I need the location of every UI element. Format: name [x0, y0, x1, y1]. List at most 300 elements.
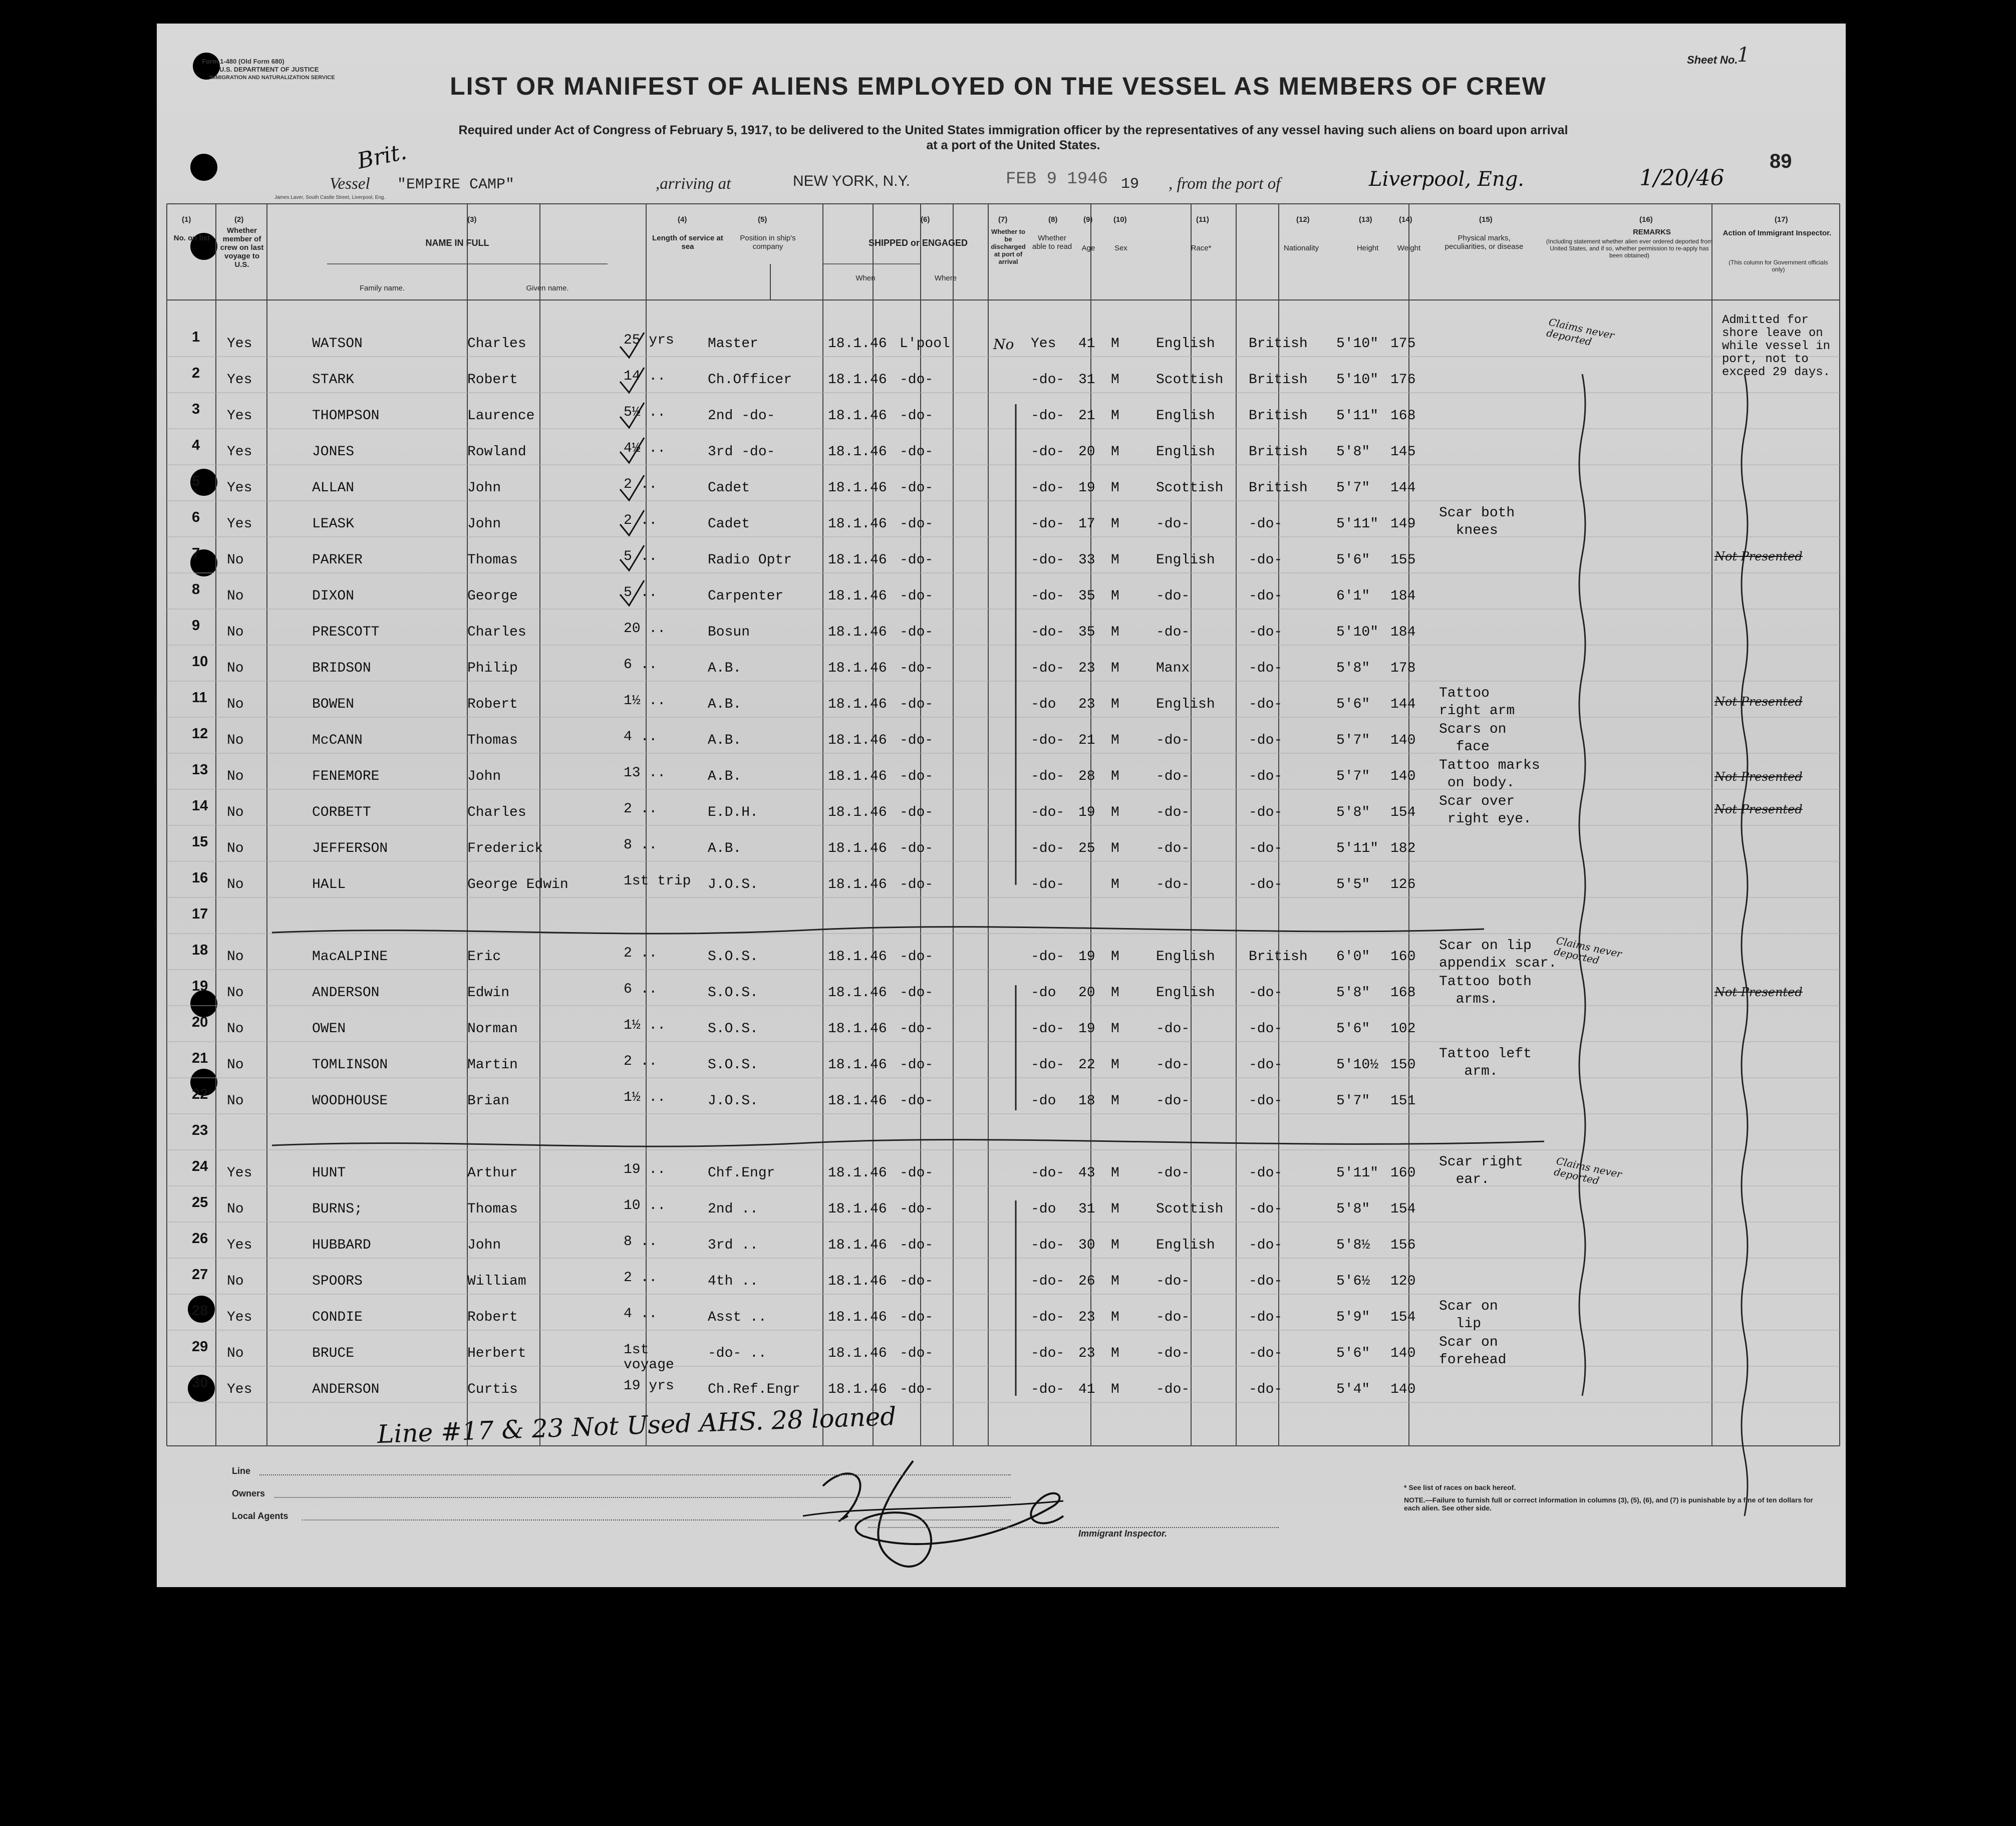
position-cell: S.O.S.: [708, 1057, 758, 1073]
able-to-read-cell: -do-: [1031, 841, 1065, 856]
given-name-cell: John: [467, 769, 501, 784]
sex-cell: M: [1111, 985, 1119, 1001]
able-to-read-cell: -do-: [1031, 516, 1065, 532]
sex-cell: M: [1111, 1346, 1119, 1361]
height-cell: 6'0": [1336, 949, 1370, 965]
footer-owners-label: Owners: [232, 1488, 265, 1498]
table-row: [157, 545, 1846, 580]
col-num: (9): [1083, 215, 1093, 224]
given-name-cell: Charles: [467, 336, 526, 352]
age-cell: 41: [1078, 336, 1095, 352]
given-name-cell: Laurence: [467, 408, 535, 424]
col-7-header: Whether to be discharged at port of arrival: [991, 228, 1026, 265]
line-number-cell: 4: [192, 437, 200, 453]
shipped-where-cell: -do-: [900, 1201, 934, 1217]
shipped-where-cell: -do-: [900, 480, 934, 496]
given-name-cell: Herbert: [467, 1346, 526, 1361]
arriving-label: ,arriving at: [656, 175, 731, 193]
line-number-cell: 24: [192, 1158, 208, 1174]
service-length-cell: 4 ..: [624, 1306, 658, 1322]
height-cell: 5'8": [1336, 661, 1370, 676]
age-cell: 33: [1078, 552, 1095, 568]
family-name-cell: PARKER: [312, 552, 363, 568]
weight-cell: 178: [1390, 661, 1416, 676]
race-cell: -do-: [1156, 1165, 1190, 1181]
struck-entry: Not Presented: [1714, 770, 1803, 784]
service-length-cell: 10 ..: [624, 1198, 666, 1213]
shipped-where-cell: L'pool: [900, 336, 950, 352]
family-name-cell: MacALPINE: [312, 949, 388, 965]
weight-cell: 184: [1390, 588, 1416, 604]
height-cell: 5'8": [1336, 985, 1370, 1001]
line-number-cell: 6: [192, 509, 200, 525]
shipped-where-cell: -do-: [900, 877, 934, 892]
position-cell: Chf.Engr: [708, 1165, 775, 1181]
race-cell: Scottish: [1156, 1201, 1224, 1217]
vessel-label: Vessel: [330, 175, 370, 193]
weight-cell: 155: [1390, 552, 1416, 568]
family-name-cell: HUNT: [312, 1165, 346, 1181]
nationality-cell: British: [1249, 949, 1308, 965]
col-5-header: Position in ship's company: [740, 234, 796, 251]
line-number-cell: 30: [192, 1375, 208, 1391]
weight-cell: 175: [1390, 336, 1416, 352]
given-name-cell: Rowland: [467, 444, 526, 460]
family-name-cell: PRESCOTT: [312, 625, 380, 640]
line-number-cell: 7: [192, 545, 200, 561]
line-number-cell: 3: [192, 401, 200, 417]
shipped-where-cell: -do-: [900, 552, 934, 568]
sex-cell: M: [1111, 949, 1119, 965]
service-length-cell: 1½ ..: [624, 1090, 666, 1105]
sex-cell: M: [1111, 1238, 1119, 1253]
sex-cell: M: [1111, 372, 1119, 388]
family-name-cell: SPOORS: [312, 1274, 363, 1289]
shipped-when-cell: 18.1.46: [828, 444, 887, 460]
service-length-cell: 4 ..: [624, 729, 658, 745]
position-cell: A.B.: [708, 733, 742, 748]
last-voyage-cell: No: [227, 877, 244, 892]
able-to-read-cell: -do-: [1031, 1310, 1065, 1325]
able-to-read-cell: -do-: [1031, 949, 1065, 965]
nationality-cell: -do-: [1249, 1274, 1283, 1289]
col-num: (14): [1399, 215, 1412, 224]
sex-cell: M: [1111, 1310, 1119, 1325]
shipped-where-cell: -do-: [900, 408, 934, 424]
shipped-where-cell: -do-: [900, 949, 934, 965]
given-name-cell: Eric: [467, 949, 501, 965]
printer-credit: James Laver, South Castle Street, Liverpool, Eng.: [274, 195, 386, 200]
line-number-cell: 27: [192, 1267, 208, 1283]
service-length-cell: 8 ..: [624, 837, 658, 853]
age-cell: 20: [1078, 985, 1095, 1001]
table-row: [157, 1335, 1846, 1374]
race-cell: -do-: [1156, 1057, 1190, 1073]
nationality-cell: -do-: [1249, 1093, 1283, 1109]
age-cell: 19: [1078, 949, 1095, 965]
age-cell: 31: [1078, 372, 1095, 388]
last-voyage-cell: No: [227, 805, 244, 820]
height-cell: 5'11": [1336, 516, 1379, 532]
nationality-cell: -do-: [1249, 1346, 1283, 1361]
col-num: (10): [1113, 215, 1127, 224]
able-to-read-cell: -do: [1031, 985, 1056, 1001]
race-cell: -do-: [1156, 841, 1190, 856]
col-num: (2): [234, 215, 244, 224]
shipped-when-cell: 18.1.46: [828, 588, 887, 604]
race-cell: English: [1156, 552, 1215, 568]
given-name-cell: Charles: [467, 625, 526, 640]
physical-marks-cell: Scar over right eye.: [1439, 794, 1532, 827]
footer-line-label: Line: [232, 1466, 251, 1476]
sex-cell: M: [1111, 1274, 1119, 1289]
family-name-cell: ANDERSON: [312, 1382, 380, 1397]
able-to-read-cell: -do-: [1031, 408, 1065, 424]
nationality-cell: -do-: [1249, 661, 1283, 676]
race-cell: English: [1156, 444, 1215, 460]
shipped-where-cell: -do-: [900, 372, 934, 388]
physical-marks-cell: Tattoo left arm.: [1439, 1046, 1532, 1079]
height-cell: 5'7": [1336, 733, 1370, 748]
family-name-cell: CONDIE: [312, 1310, 363, 1325]
service-length-cell: 2 ..: [624, 946, 658, 961]
family-name-cell: ANDERSON: [312, 985, 380, 1001]
family-name-cell: OWEN: [312, 1021, 346, 1037]
service-length-cell: 8 ..: [624, 1234, 658, 1250]
weight-cell: 140: [1390, 769, 1416, 784]
shipped-where-cell: -do-: [900, 805, 934, 820]
weight-cell: 184: [1390, 625, 1416, 640]
weight-cell: 154: [1390, 1201, 1416, 1217]
weight-cell: 154: [1390, 805, 1416, 820]
weight-cell: 102: [1390, 1021, 1416, 1037]
last-voyage-cell: Yes: [227, 1238, 252, 1253]
weight-cell: 144: [1390, 697, 1416, 712]
footer-line-dots: [259, 1473, 1011, 1475]
last-voyage-cell: No: [227, 733, 244, 748]
line-number-cell: 1: [192, 329, 200, 345]
shipped-where-cell: -do-: [900, 1021, 934, 1037]
age-cell: 20: [1078, 444, 1095, 460]
footer-owners-dots: [274, 1496, 1011, 1498]
position-cell: S.O.S.: [708, 1021, 758, 1037]
nationality-cell: -do-: [1249, 552, 1283, 568]
line-number-cell: 11: [192, 690, 207, 706]
col-num: (8): [1048, 215, 1058, 224]
col-num: (17): [1775, 215, 1788, 224]
race-cell: Scottish: [1156, 480, 1224, 496]
table-row: [157, 365, 1846, 400]
nationality-cell: -do-: [1249, 1310, 1283, 1325]
weight-cell: 120: [1390, 1274, 1416, 1289]
height-cell: 5'5": [1336, 877, 1370, 892]
last-voyage-cell: No: [227, 1093, 244, 1109]
physical-marks-cell: Scar on lip appendix scar.: [1439, 938, 1557, 971]
physical-marks-cell: Scar both knees: [1439, 505, 1515, 538]
position-cell: 4th ..: [708, 1274, 758, 1289]
line-number-cell: 15: [192, 834, 208, 850]
able-to-read-cell: -do-: [1031, 1346, 1065, 1361]
nationality-cell: British: [1249, 444, 1308, 460]
age-cell: 19: [1078, 480, 1095, 496]
sex-cell: M: [1111, 1201, 1119, 1217]
shipped-where-cell: -do-: [900, 625, 934, 640]
sex-cell: M: [1111, 769, 1119, 784]
nationality-cell: British: [1249, 372, 1308, 388]
height-cell: 5'6½: [1336, 1274, 1370, 1289]
penalty-note: NOTE.—Failure to furnish full or correct information in columns (3), (5), (6), and (7) is punishable by a fine of ten dollars for each alien. See other side.: [1404, 1496, 1813, 1512]
line-number-cell: 5: [192, 473, 200, 489]
line-number-cell: 13: [192, 762, 208, 778]
form-id: Form 1-480 (Old Form 680): [202, 58, 284, 65]
family-name-cell: BRUCE: [312, 1346, 355, 1361]
sex-cell: M: [1111, 408, 1119, 424]
line-number-cell: 23: [192, 1122, 208, 1138]
col-num: (7): [998, 215, 1008, 224]
race-cell: -do-: [1156, 733, 1190, 748]
able-to-read-cell: -do-: [1031, 588, 1065, 604]
height-cell: 5'6": [1336, 697, 1370, 712]
race-cell: Manx: [1156, 661, 1190, 676]
position-cell: Bosun: [708, 625, 750, 640]
nationality-cell: British: [1249, 336, 1308, 352]
table-row: [157, 401, 1846, 436]
able-to-read-cell: -do-: [1031, 625, 1065, 640]
service-length-cell: 4½ ..: [624, 441, 666, 456]
line-number-cell: 25: [192, 1194, 208, 1210]
race-cell: Scottish: [1156, 372, 1224, 388]
table-row: [157, 1086, 1846, 1121]
shipped-when-cell: 18.1.46: [828, 1310, 887, 1325]
family-name-cell: JEFFERSON: [312, 841, 388, 856]
table-row: [157, 505, 1846, 544]
weight-cell: 126: [1390, 877, 1416, 892]
shipped-when-cell: 18.1.46: [828, 372, 887, 388]
departure-port: Liverpool, Eng.: [1369, 168, 1525, 191]
age-cell: 30: [1078, 1238, 1095, 1253]
race-cell: English: [1156, 1238, 1215, 1253]
page-title: LIST OR MANIFEST OF ALIENS EMPLOYED ON THE VESSEL AS MEMBERS OF CREW: [450, 72, 1547, 100]
physical-marks-cell: Tattoo marks on body.: [1439, 758, 1540, 791]
sex-cell: M: [1111, 552, 1119, 568]
nationality-cell: -do-: [1249, 1201, 1283, 1217]
position-cell: S.O.S.: [708, 949, 758, 965]
physical-marks-cell: Tattoo both arms.: [1439, 974, 1532, 1007]
shipped-when-cell: 18.1.46: [828, 949, 887, 965]
race-cell: -do-: [1156, 1310, 1190, 1325]
inspector-label: Immigrant Inspector.: [1078, 1529, 1168, 1539]
last-voyage-cell: No: [227, 949, 244, 965]
height-cell: 5'8": [1336, 805, 1370, 820]
position-cell: Asst ..: [708, 1310, 767, 1325]
height-cell: 5'10": [1336, 625, 1379, 640]
sex-cell: M: [1111, 1165, 1119, 1181]
shipped-when-cell: 18.1.46: [828, 661, 887, 676]
shipped-when-cell: 18.1.46: [828, 697, 887, 712]
given-name-cell: Edwin: [467, 985, 510, 1001]
footer-agents-label: Local Agents: [232, 1511, 289, 1521]
table-row: [157, 794, 1846, 833]
year-suffix: 19: [1121, 176, 1139, 193]
shipped-when-cell: 18.1.46: [828, 1274, 887, 1289]
col-16-header: REMARKS: [1633, 228, 1671, 236]
physical-marks-cell: Tattoo right arm: [1439, 686, 1515, 719]
last-voyage-cell: No: [227, 697, 244, 712]
given-name-cell: Philip: [467, 661, 518, 676]
last-voyage-cell: No: [227, 1346, 244, 1361]
given-name-cell: Robert: [467, 1310, 518, 1325]
last-voyage-cell: No: [227, 769, 244, 784]
manifest-sheet: [157, 24, 1846, 1587]
sex-cell: M: [1111, 1021, 1119, 1037]
given-name-cell: Robert: [467, 697, 518, 712]
shipped-when-cell: 18.1.46: [828, 552, 887, 568]
able-to-read-cell: -do: [1031, 1093, 1056, 1109]
family-name-cell: TOMLINSON: [312, 1057, 388, 1073]
position-cell: Master: [708, 336, 758, 352]
vessel-name: "EMPIRE CAMP": [397, 176, 515, 193]
weight-cell: 160: [1390, 949, 1416, 965]
race-cell: -do-: [1156, 805, 1190, 820]
shipped-where-cell: -do-: [900, 1346, 934, 1361]
race-cell: English: [1156, 336, 1215, 352]
sex-cell: M: [1111, 805, 1119, 820]
able-to-read-cell: -do-: [1031, 733, 1065, 748]
able-to-read-cell: -do-: [1031, 1021, 1065, 1037]
height-cell: 5'6": [1336, 1021, 1370, 1037]
sex-cell: M: [1111, 661, 1119, 676]
race-cell: -do-: [1156, 588, 1190, 604]
weight-cell: 176: [1390, 372, 1416, 388]
shipped-when-cell: 18.1.46: [828, 1165, 887, 1181]
age-cell: 26: [1078, 1274, 1095, 1289]
shipped-where-cell: -do-: [900, 841, 934, 856]
last-voyage-cell: No: [227, 661, 244, 676]
struck-entry: Not Presented: [1714, 549, 1803, 563]
age-cell: 23: [1078, 697, 1095, 712]
last-voyage-cell: Yes: [227, 516, 252, 532]
position-cell: -do- ..: [708, 1346, 767, 1361]
table-row: [157, 758, 1846, 797]
age-cell: 23: [1078, 1310, 1095, 1325]
family-name-cell: WATSON: [312, 336, 363, 352]
footer-agents-dots: [302, 1518, 1011, 1520]
shipped-where-cell: -do-: [900, 1274, 934, 1289]
line-number-cell: 28: [192, 1303, 208, 1319]
col-12-header: Nationality: [1283, 244, 1319, 252]
struck-entry: Not Presented: [1714, 695, 1803, 709]
line-number-cell: 17: [192, 906, 208, 922]
service-length-cell: 1½ ..: [624, 1018, 666, 1033]
nationality-cell: British: [1249, 480, 1308, 496]
position-cell: A.B.: [708, 769, 742, 784]
weight-cell: 150: [1390, 1057, 1416, 1073]
col-10-header: Sex: [1114, 244, 1127, 252]
sex-cell: M: [1111, 588, 1119, 604]
struck-entry: Not Presented: [1714, 985, 1803, 999]
shipped-where-cell: -do-: [900, 769, 934, 784]
col-6-header: SHIPPED or ENGAGED: [868, 238, 968, 248]
able-to-read-cell: -do-: [1031, 1057, 1065, 1073]
given-name-cell: John: [467, 480, 501, 496]
table-row: [157, 1375, 1846, 1410]
given-name-cell: Frederick: [467, 841, 543, 856]
position-cell: E.D.H.: [708, 805, 758, 820]
weight-cell: 140: [1390, 1382, 1416, 1397]
weight-cell: 144: [1390, 480, 1416, 496]
table-row: [157, 618, 1846, 653]
age-cell: 35: [1078, 588, 1095, 604]
position-cell: Radio Optr: [708, 552, 792, 568]
height-cell: 5'10": [1336, 336, 1379, 352]
table-row: [157, 581, 1846, 617]
given-name-header: Given name.: [526, 284, 569, 292]
service-length-cell: 5 ..: [624, 585, 658, 600]
height-cell: 5'8": [1336, 1201, 1370, 1217]
flag-note: Brit.: [355, 139, 409, 174]
nationality-cell: -do-: [1249, 841, 1283, 856]
line-number-cell: 14: [192, 798, 208, 814]
shipped-where-cell: -do-: [900, 985, 934, 1001]
age-cell: 35: [1078, 625, 1095, 640]
line-number-cell: 9: [192, 618, 200, 634]
family-name-header: Family name.: [359, 284, 405, 292]
family-name-cell: JONES: [312, 444, 355, 460]
last-voyage-cell: No: [227, 985, 244, 1001]
col-num: (1): [182, 215, 191, 224]
table-row: [157, 1194, 1846, 1230]
from-port-label: , from the port of: [1169, 175, 1281, 193]
service-length-cell: 25 yrs: [624, 333, 674, 348]
sex-cell: M: [1111, 444, 1119, 460]
service-length-cell: 2 ..: [624, 513, 658, 528]
given-name-cell: John: [467, 516, 501, 532]
physical-marks-cell: Scar on forehead: [1439, 1335, 1507, 1368]
service-length-cell: 6 ..: [624, 982, 658, 997]
shipped-where-cell: -do-: [900, 1165, 934, 1181]
line-number-cell: 20: [192, 1014, 208, 1030]
subtitle-line: Required under Act of Congress of February 5, 1917, to be delivered to the United States immigration officer by the representatives of any vessel having such aliens on board upon arrival: [458, 123, 1568, 137]
race-cell: English: [1156, 949, 1215, 965]
sex-cell: M: [1111, 625, 1119, 640]
family-name-cell: BURNS;: [312, 1201, 363, 1217]
col-1-header: No. on list: [173, 234, 210, 242]
nationality-cell: -do-: [1249, 625, 1283, 640]
age-cell: 31: [1078, 1201, 1095, 1217]
able-to-read-cell: -do-: [1031, 805, 1065, 820]
age-cell: 23: [1078, 1346, 1095, 1361]
shipped-when-cell: 18.1.46: [828, 769, 887, 784]
physical-marks-cell: Scar right ear.: [1439, 1154, 1524, 1187]
last-voyage-cell: Yes: [227, 408, 252, 424]
position-cell: Cadet: [708, 480, 750, 496]
table-row: [157, 974, 1846, 1013]
table-row: [157, 834, 1846, 869]
shipped-when-cell: 18.1.46: [828, 1346, 887, 1361]
given-name-cell: Thomas: [467, 733, 518, 748]
given-name-cell: Arthur: [467, 1165, 518, 1181]
discharge-cell: No: [993, 336, 1014, 353]
shipped-where-cell: -do-: [900, 697, 934, 712]
family-name-cell: McCANN: [312, 733, 363, 748]
family-name-cell: WOODHOUSE: [312, 1093, 388, 1109]
position-cell: J.O.S.: [708, 877, 758, 892]
sex-cell: M: [1111, 1382, 1119, 1397]
service-length-cell: 20 ..: [624, 621, 666, 637]
sex-cell: M: [1111, 1057, 1119, 1073]
age-cell: 17: [1078, 516, 1095, 532]
last-voyage-cell: No: [227, 1057, 244, 1073]
